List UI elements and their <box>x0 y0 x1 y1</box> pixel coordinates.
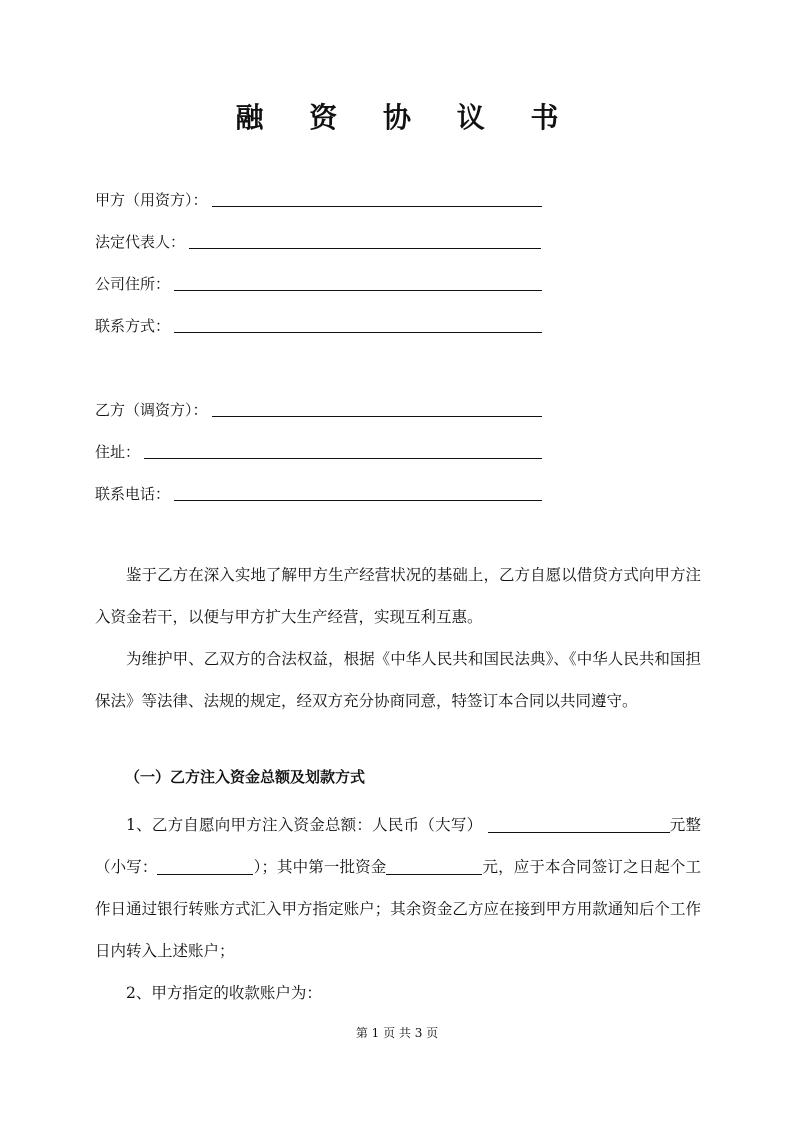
preamble-text-1: 鉴于乙方在深入实地了解甲方生产经营状况的基础上，乙方自愿以借贷方式向甲方注入资金若干，以便与甲方扩大生产经营，实现互利互惠。 <box>95 566 701 626</box>
party-a-rep-blank[interactable] <box>189 230 541 249</box>
amount-uppercase-blank[interactable] <box>488 816 670 833</box>
party-b-address-field <box>95 438 542 462</box>
clause-1-text-d: 元，应于本合同签订之日起个工作日通过银行转账方式汇入甲方指定账户；其余资金乙方应在接到甲方用款通知后个工作日内转入上述账户； <box>95 858 701 960</box>
section-1-heading: （一）乙方注入资金总额及划款方式 <box>125 768 366 786</box>
party-b-phone-field <box>95 480 542 504</box>
party-a-address-label: 公司住所： <box>95 275 171 293</box>
clause-1-text-c: ）；其中第一批资金 <box>253 858 387 876</box>
clause-1-text-a: 1、乙方自愿向甲方注入资金总额：人民币（大写） <box>126 816 483 834</box>
preamble-paragraph-2 <box>95 638 701 722</box>
preamble-paragraph-1 <box>95 554 701 638</box>
clause-2-paragraph <box>95 972 701 1014</box>
party-a-rep-label: 法定代表人： <box>95 233 186 251</box>
party-a-rep-field <box>95 228 541 252</box>
party-b-address-blank[interactable] <box>144 440 542 459</box>
amount-lowercase-blank[interactable] <box>157 858 253 875</box>
party-a-name-blank[interactable] <box>212 188 542 207</box>
first-batch-amount-blank[interactable] <box>386 858 482 875</box>
party-b-address-label: 住址： <box>95 443 141 461</box>
clause-1-text-b: 元整（小写： <box>95 816 701 876</box>
party-b-name-blank[interactable] <box>212 398 542 417</box>
clause-1-paragraph <box>95 804 701 972</box>
party-b-phone-label: 联系电话： <box>95 485 171 503</box>
clause-2-text: 2、甲方指定的收款账户为： <box>126 984 322 1002</box>
party-b-phone-blank[interactable] <box>174 482 542 501</box>
party-b-name-label: 乙方（调资方）： <box>95 401 208 419</box>
party-a-contact-field <box>95 312 542 336</box>
party-a-address-blank[interactable] <box>174 272 542 291</box>
party-a-name-field <box>95 186 542 210</box>
party-a-name-label: 甲方（用资方）： <box>95 191 208 209</box>
party-a-contact-blank[interactable] <box>174 314 542 333</box>
party-b-name-field <box>95 396 542 420</box>
page-footer: 第 1 页 共 3 页 <box>355 1026 439 1040</box>
preamble-text-2: 为维护甲、乙双方的合法权益，根据《中华人民共和国民法典》、《中华人民共和国担保法》等法律、法规的规定，经双方充分协商同意，特签订本合同以共同遵守。 <box>95 650 701 710</box>
document-title: 融 资 协 议 书 <box>235 101 577 134</box>
party-a-address-field <box>95 270 542 294</box>
party-a-contact-label: 联系方式： <box>95 317 171 335</box>
